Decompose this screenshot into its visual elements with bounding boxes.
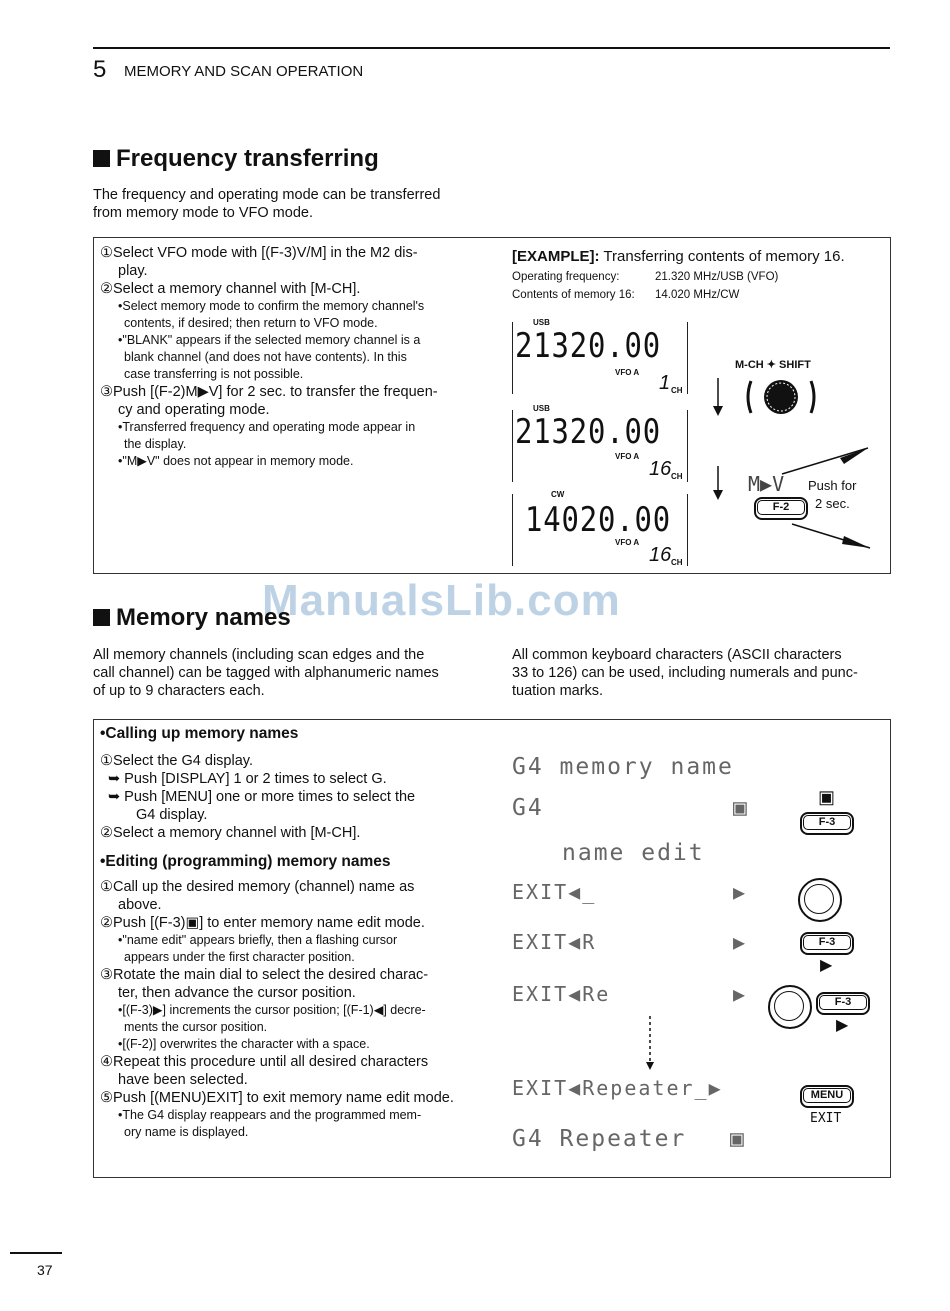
right-arrow-icon: ▶ [836,1017,849,1034]
rotary-dial-icon [743,375,819,419]
freq-transfer-intro: The frequency and operating mode can be transferred from memory mode to VFO mode. [93,187,441,221]
editing-heading: •Editing (programming) memory names [100,853,391,870]
right-arrow-icon: ▶ [820,957,833,974]
lcd-row-2-icon: ▣ [733,795,749,821]
main-dial-2[interactable] [768,985,812,1029]
lcd-display-2: USB 21320.00 VFO A 16 CH [512,410,688,482]
example-title: [EXAMPLE]: Transferring contents of memory 16. [512,248,845,265]
lcd-row-4: EXIT◀_ [512,880,597,904]
lcd-row-5-arrow: ▶ [733,930,748,954]
lcd-row-2: G4 [512,795,544,821]
arrow-up-right-icon [780,446,870,476]
lcd-row-6: EXIT◀Re [512,982,611,1006]
lcd-row-8: G4 Repeater [512,1126,687,1152]
lcd-row-3: name edit [562,840,705,866]
square-bullet-icon [93,150,110,167]
mch-shift-label: M-CH ✦ SHIFT [735,359,811,371]
dial-knob-icon [774,991,804,1021]
lcd-row-5: EXIT◀R [512,930,597,954]
push-for-label: Push for [808,478,857,493]
lcd-display-3: CW 14020.00 VFO A 16 CH [512,494,688,566]
step-1: ①Select VFO mode with [(F-3)V/M] in the M2 dis- [100,245,418,261]
example-details: Operating frequency: 21.320 MHz/USB (VFO) Contents of memory 16: 14.020 MHz/CW [512,271,779,301]
watermark: ManualsLib.com [262,576,621,625]
lcd-display-1: USB 21320.00 VFO A 1 CH [512,322,688,394]
freq-transfer-heading: Frequency transferring [93,145,379,173]
f2-button[interactable]: F-2 [754,497,808,520]
lcd-row-4-arrow: ▶ [733,880,748,904]
mv-label: M▶V [748,472,785,496]
f3-button-3[interactable]: F-3 [816,992,870,1015]
memory-names-intro-right: All common keyboard characters (ASCII characters 33 to 126) can be used, including numerals and punc- tuation marks. [512,647,858,699]
memory-names-heading: Memory names [93,604,291,632]
lcd-row-8-icon: ▣ [730,1126,746,1152]
memory-names-instructions: •Calling up memory names ①Select the G4 display. ➥ Push [DISPLAY] 1 or 2 times to select G. ➥ Push [MENU] one or more times to select the G4 display. ②Select a memory channel with [M-CH]. •Editing (programming) memory names ①Call up the desired memory (channel) name as above. ②Push [(F-3)▣] to enter memory name edit mode. •"name edit" appears briefly, then a flashing cursor appears under the first character position. ③Rotate the main dial to select the desired charac- ter, then advance the cursor position. •[(F-3)▶] increments the cursor position; [(F-1)◀] decre- ments the cursor position. •[(F-2)] overwrites the character with a space. ④Repeat this procedure until all desired characters have been selected. ⑤Push [(MENU)EXIT] to exit memory name edit mode. •The G4 display reappears and the programmed mem- ory name is displayed. [100,724,480,1141]
two-sec-label: 2 sec. [815,496,850,511]
chapter-title: MEMORY AND SCAN OPERATION [124,63,364,80]
step-2: ②Select a memory channel with [M-CH]. [100,281,361,297]
freq-transfer-steps: ①Select VFO mode with [(F-3)V/M] in the M2 dis- play. ②Select a memory channel with [M-CH]. •Select memory mode to confirm the memory channel's contents, if desired; then return to VFO mode. •"BLANK" appears if the selected memory channel is a blank channel (and does not have contents). In this case transferring is not possible. ③Push [(F-2)M▶V] for 2 sec. to transfer the frequen- cy and operating mode. •Transferred frequency and operating mode appear in the display. •"M▶V" does not appear in memory mode. [100,244,495,470]
chapter-number: 5 [93,56,107,83]
grid-icon: ▣ [818,787,836,807]
main-dial-1[interactable] [798,878,842,922]
footer-rule [10,1252,62,1254]
lcd-row-7: EXIT◀Repeater_▶ [512,1076,723,1100]
calling-heading: •Calling up memory names [100,725,299,742]
down-arrows-icon [708,378,728,508]
exit-label: EXIT [810,1111,842,1126]
square-bullet-icon [93,609,110,626]
f3-button-1[interactable]: F-3 [800,812,854,835]
arrow-down-right-icon [790,522,872,550]
memory-names-intro-left: All memory channels (including scan edges and the call channel) can be tagged with alphanumeric names of up to 9 characters each. [93,647,439,699]
header-rule [93,47,890,49]
dotted-down-arrow-icon [642,1016,658,1072]
step-3: ③Push [(F-2)M▶V] for 2 sec. to transfer the frequen- [100,384,438,400]
page-number: 37 [37,1262,53,1278]
f3-button-2[interactable]: F-3 [800,932,854,955]
dial-knob-icon [804,884,834,914]
lcd-row-1: G4 memory name [512,754,734,780]
menu-button[interactable]: MENU [800,1085,854,1108]
mch-dial[interactable] [743,375,819,419]
lcd-row-6-arrow: ▶ [733,982,748,1006]
